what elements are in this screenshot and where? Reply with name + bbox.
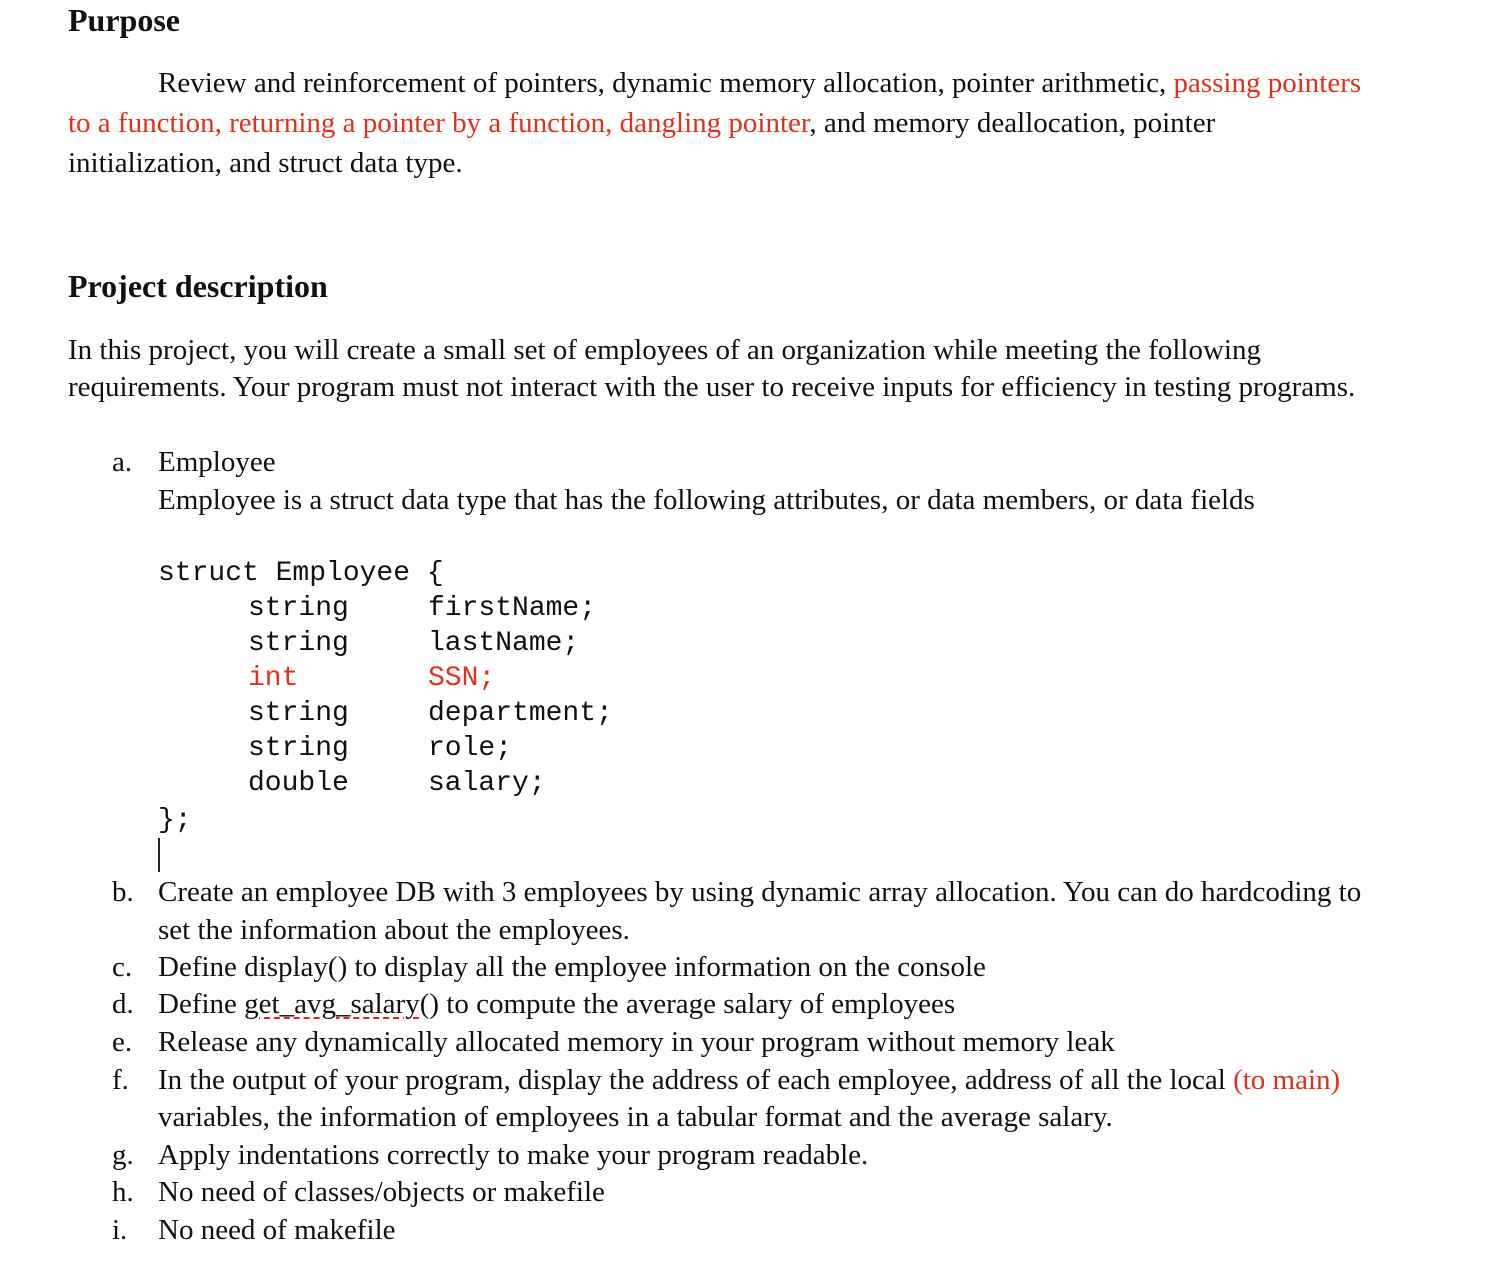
item-b-line-1: Create an employee DB with 3 employees by using dynamic array allocation. You can do hardcoding to: [158, 876, 1362, 908]
code-field-type: int: [248, 663, 299, 694]
project-line-1: In this project, you will create a small set of employees of an organization while meeting the following: [68, 334, 1261, 366]
item-d-text: [158, 985, 955, 1023]
item-d-marker: d.: [112, 988, 134, 1020]
item-d-function-name: get_avg_salary: [244, 988, 420, 1020]
item-f-highlight: (to main): [1233, 1064, 1341, 1096]
code-field-type: double: [248, 768, 349, 799]
code-field-type: string: [248, 733, 349, 764]
code-field-name: department;: [428, 698, 613, 729]
code-field-name: firstName;: [428, 593, 597, 624]
item-g-marker: g.: [112, 1139, 134, 1171]
item-f-line-1: [158, 1061, 1340, 1099]
item-e-text: Release any dynamically allocated memory in your program without memory leak: [158, 1026, 1115, 1058]
purpose-highlight: to a function, returning a pointer by a function, dangling pointer: [68, 107, 810, 139]
purpose-line-3: initialization, and struct data type.: [68, 147, 463, 179]
project-heading: Project description: [68, 268, 328, 304]
code-struct-close: };: [158, 805, 192, 836]
item-e-marker: e.: [112, 1026, 133, 1058]
item-c-marker: c.: [112, 951, 133, 983]
item-g-text: Apply indentations correctly to make your program readable.: [158, 1139, 869, 1171]
item-f-marker: f.: [112, 1064, 129, 1096]
code-field-type: string: [248, 628, 349, 659]
project-line-2: requirements. Your program must not interact with the user to receive inputs for efficiency in testing programs.: [68, 371, 1356, 403]
purpose-highlight: passing pointers: [1173, 67, 1362, 99]
code-struct-open: struct Employee {: [158, 558, 444, 589]
item-h-text: No need of classes/objects or makefile: [158, 1176, 605, 1208]
item-h-marker: h.: [112, 1176, 134, 1208]
item-i-marker: i.: [112, 1214, 128, 1246]
purpose-text: Review and reinforcement of pointers, dynamic memory allocation, pointer arithmetic,: [158, 67, 1174, 99]
item-f-text: In the output of your program, display the address of each employee, address of all the local: [158, 1064, 1234, 1096]
code-field-name: salary;: [428, 768, 546, 799]
code-field-name: lastName;: [428, 628, 580, 659]
item-b-marker: b.: [112, 876, 134, 908]
item-d-post: () to compute the average salary of employees: [419, 988, 956, 1020]
item-a-title: Employee: [158, 446, 276, 478]
code-field-name: role;: [428, 733, 513, 764]
item-c-text: Define display() to display all the employee information on the console: [158, 951, 986, 983]
item-d-pre: Define: [158, 988, 245, 1020]
purpose-line-1: [158, 64, 1361, 103]
item-i-text: No need of makefile: [158, 1214, 396, 1246]
code-field-name: SSN;: [428, 663, 496, 694]
code-field-type: string: [248, 698, 349, 729]
item-f-line-2: variables, the information of employees in a tabular format and the average salary.: [158, 1101, 1113, 1133]
purpose-heading: Purpose: [68, 2, 180, 38]
item-a-desc: Employee is a struct data type that has the following attributes, or data members, or data fields: [158, 484, 1255, 516]
text-cursor: [158, 838, 160, 872]
purpose-text: , and memory deallocation, pointer: [809, 107, 1216, 139]
code-field-type: string: [248, 593, 349, 624]
purpose-line-2: [68, 104, 1215, 143]
item-b-line-2: set the information about the employees.: [158, 914, 630, 946]
item-a-marker: a.: [112, 446, 133, 478]
